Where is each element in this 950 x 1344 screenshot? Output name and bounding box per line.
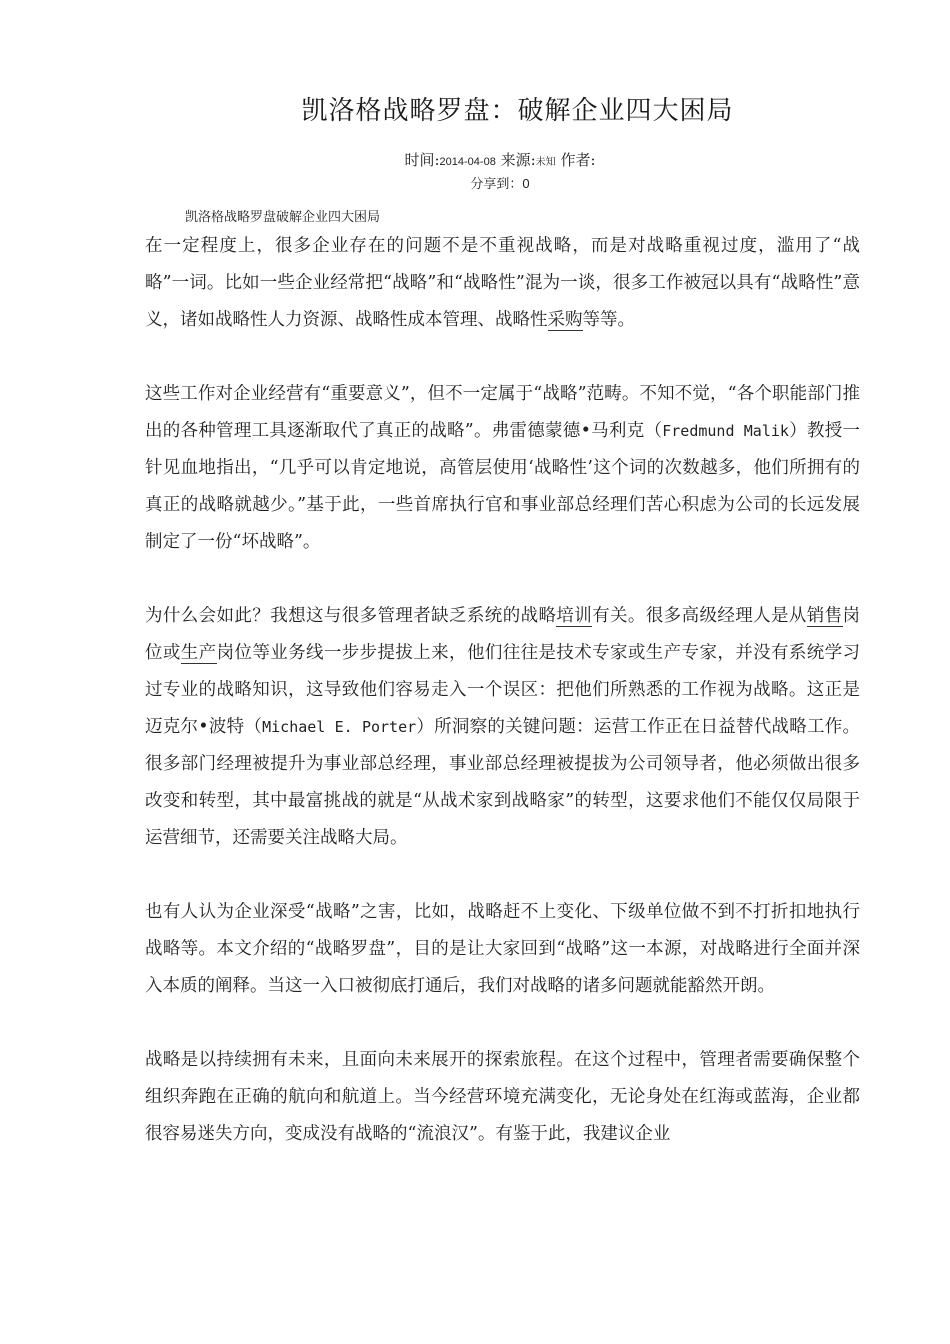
article-title: 凯洛格战略罗盘：破解企业四大困局 [301, 96, 734, 126]
article-meta [0, 149, 950, 170]
share-bar [0, 173, 950, 192]
paragraph-1 [145, 228, 860, 339]
share-count: 0 [522, 176, 530, 191]
time-label: 时间: [404, 151, 440, 169]
paragraph-2 [145, 376, 860, 561]
name-porter: Michael E. Porter [262, 718, 417, 736]
paragraph-2-text-end: ）教授一针见血地指出，“几乎可以肯定地说，高管层使用‘战略性’这个词的次数越多，他们所拥有的真正的战略就越少。”基于此，一些首席执行官和事业部总经理们苦心积虑为公司的长远发展制定了一份“坏战略”。 [145, 421, 860, 552]
share-label: 分享到： [470, 177, 523, 192]
paragraph-3-text-b: 有关。很多高级经理人是从 [592, 606, 807, 626]
article-body [145, 228, 860, 1153]
paragraph-3-text-c: 岗位或 [145, 606, 861, 663]
paragraph-5: 战略是以持续拥有未来，且面向未来展开的探索旅程。在这个过程中，管理者需要确保整个组织奔跑在正确的航向和航道上。当今经营环境充满变化，无论身处在红海或蓝海，企业都很容易迷失方向，变成没有战略的“流浪汉”。有鉴于此，我建议企业 [145, 1050, 860, 1144]
link-sales[interactable]: 销售 [806, 606, 843, 626]
paragraph-4: 也有人认为企业深受“战略”之害，比如，战略赶不上变化、下级单位做不到不打折扣地执行战略等。本文介绍的“战略罗盘”，目的是让大家回到“战略”这一本源，对战略进行全面并深入本质的阐释。当这一入口被彻底打通后，我们对战略的诸多问题就能豁然开朗。 [145, 902, 860, 996]
link-production[interactable]: 生产 [180, 643, 217, 663]
link-training[interactable]: 培训 [556, 606, 593, 626]
source-value: 未知 [535, 157, 556, 168]
time-value: 2014-04-08 [439, 156, 496, 168]
author-label: 作者: [560, 151, 596, 169]
paragraph-3-text-d: 岗位等业务线一步步提拔上来，他们往往是技术专家或生产专家，并没有系统学习过专业的战略知识，这导致他们容易走入一个误区：把他们所熟悉的工作视为战略。这正是迈克尔•波特（ [145, 643, 861, 737]
paragraph-2-text: 这些工作对企业经营有“重要意义”，但不一定属于“战略”范畴。不知不觉，“各个职能部门推出的各种管理工具逐渐取代了真正的战略”。弗雷德蒙德•马利克（ [145, 384, 860, 441]
paragraph-1-text-end: 等等。 [582, 310, 635, 330]
paragraph-3-text-e: ）所洞察的关键问题：运营工作正在日益替代战略工作。很多部门经理被提升为事业部总经理，事业部总经理被提拔为公司领导者，他必须做出很多改变和转型，其中最富挑战的就是“从战术家到战略家”的转型，这要求他们不能仅仅局限于运营细节，还需要关注战略大局。 [145, 717, 860, 848]
link-purchasing[interactable]: 采购 [547, 310, 583, 330]
paragraph-3 [145, 598, 860, 857]
paragraph-3-text: 为什么会如此？我想这与很多管理者缺乏系统的战略 [145, 606, 557, 626]
paragraph-1-text: 在一定程度上，很多企业存在的问题不是不重视战略，而是对战略重视过度，滥用了“战略”一词。比如一些企业经常把“战略”和“战略性”混为一谈，很多工作被冠以具有“战略性”意义，诸如战略性人力资源、战略性成本管理、战略性 [145, 236, 860, 330]
source-label: 来源: [500, 151, 536, 169]
subheading: 凯洛格战略罗盘破解企业四大困局 [185, 210, 381, 225]
name-malik: Fredmund Malik [662, 422, 789, 440]
